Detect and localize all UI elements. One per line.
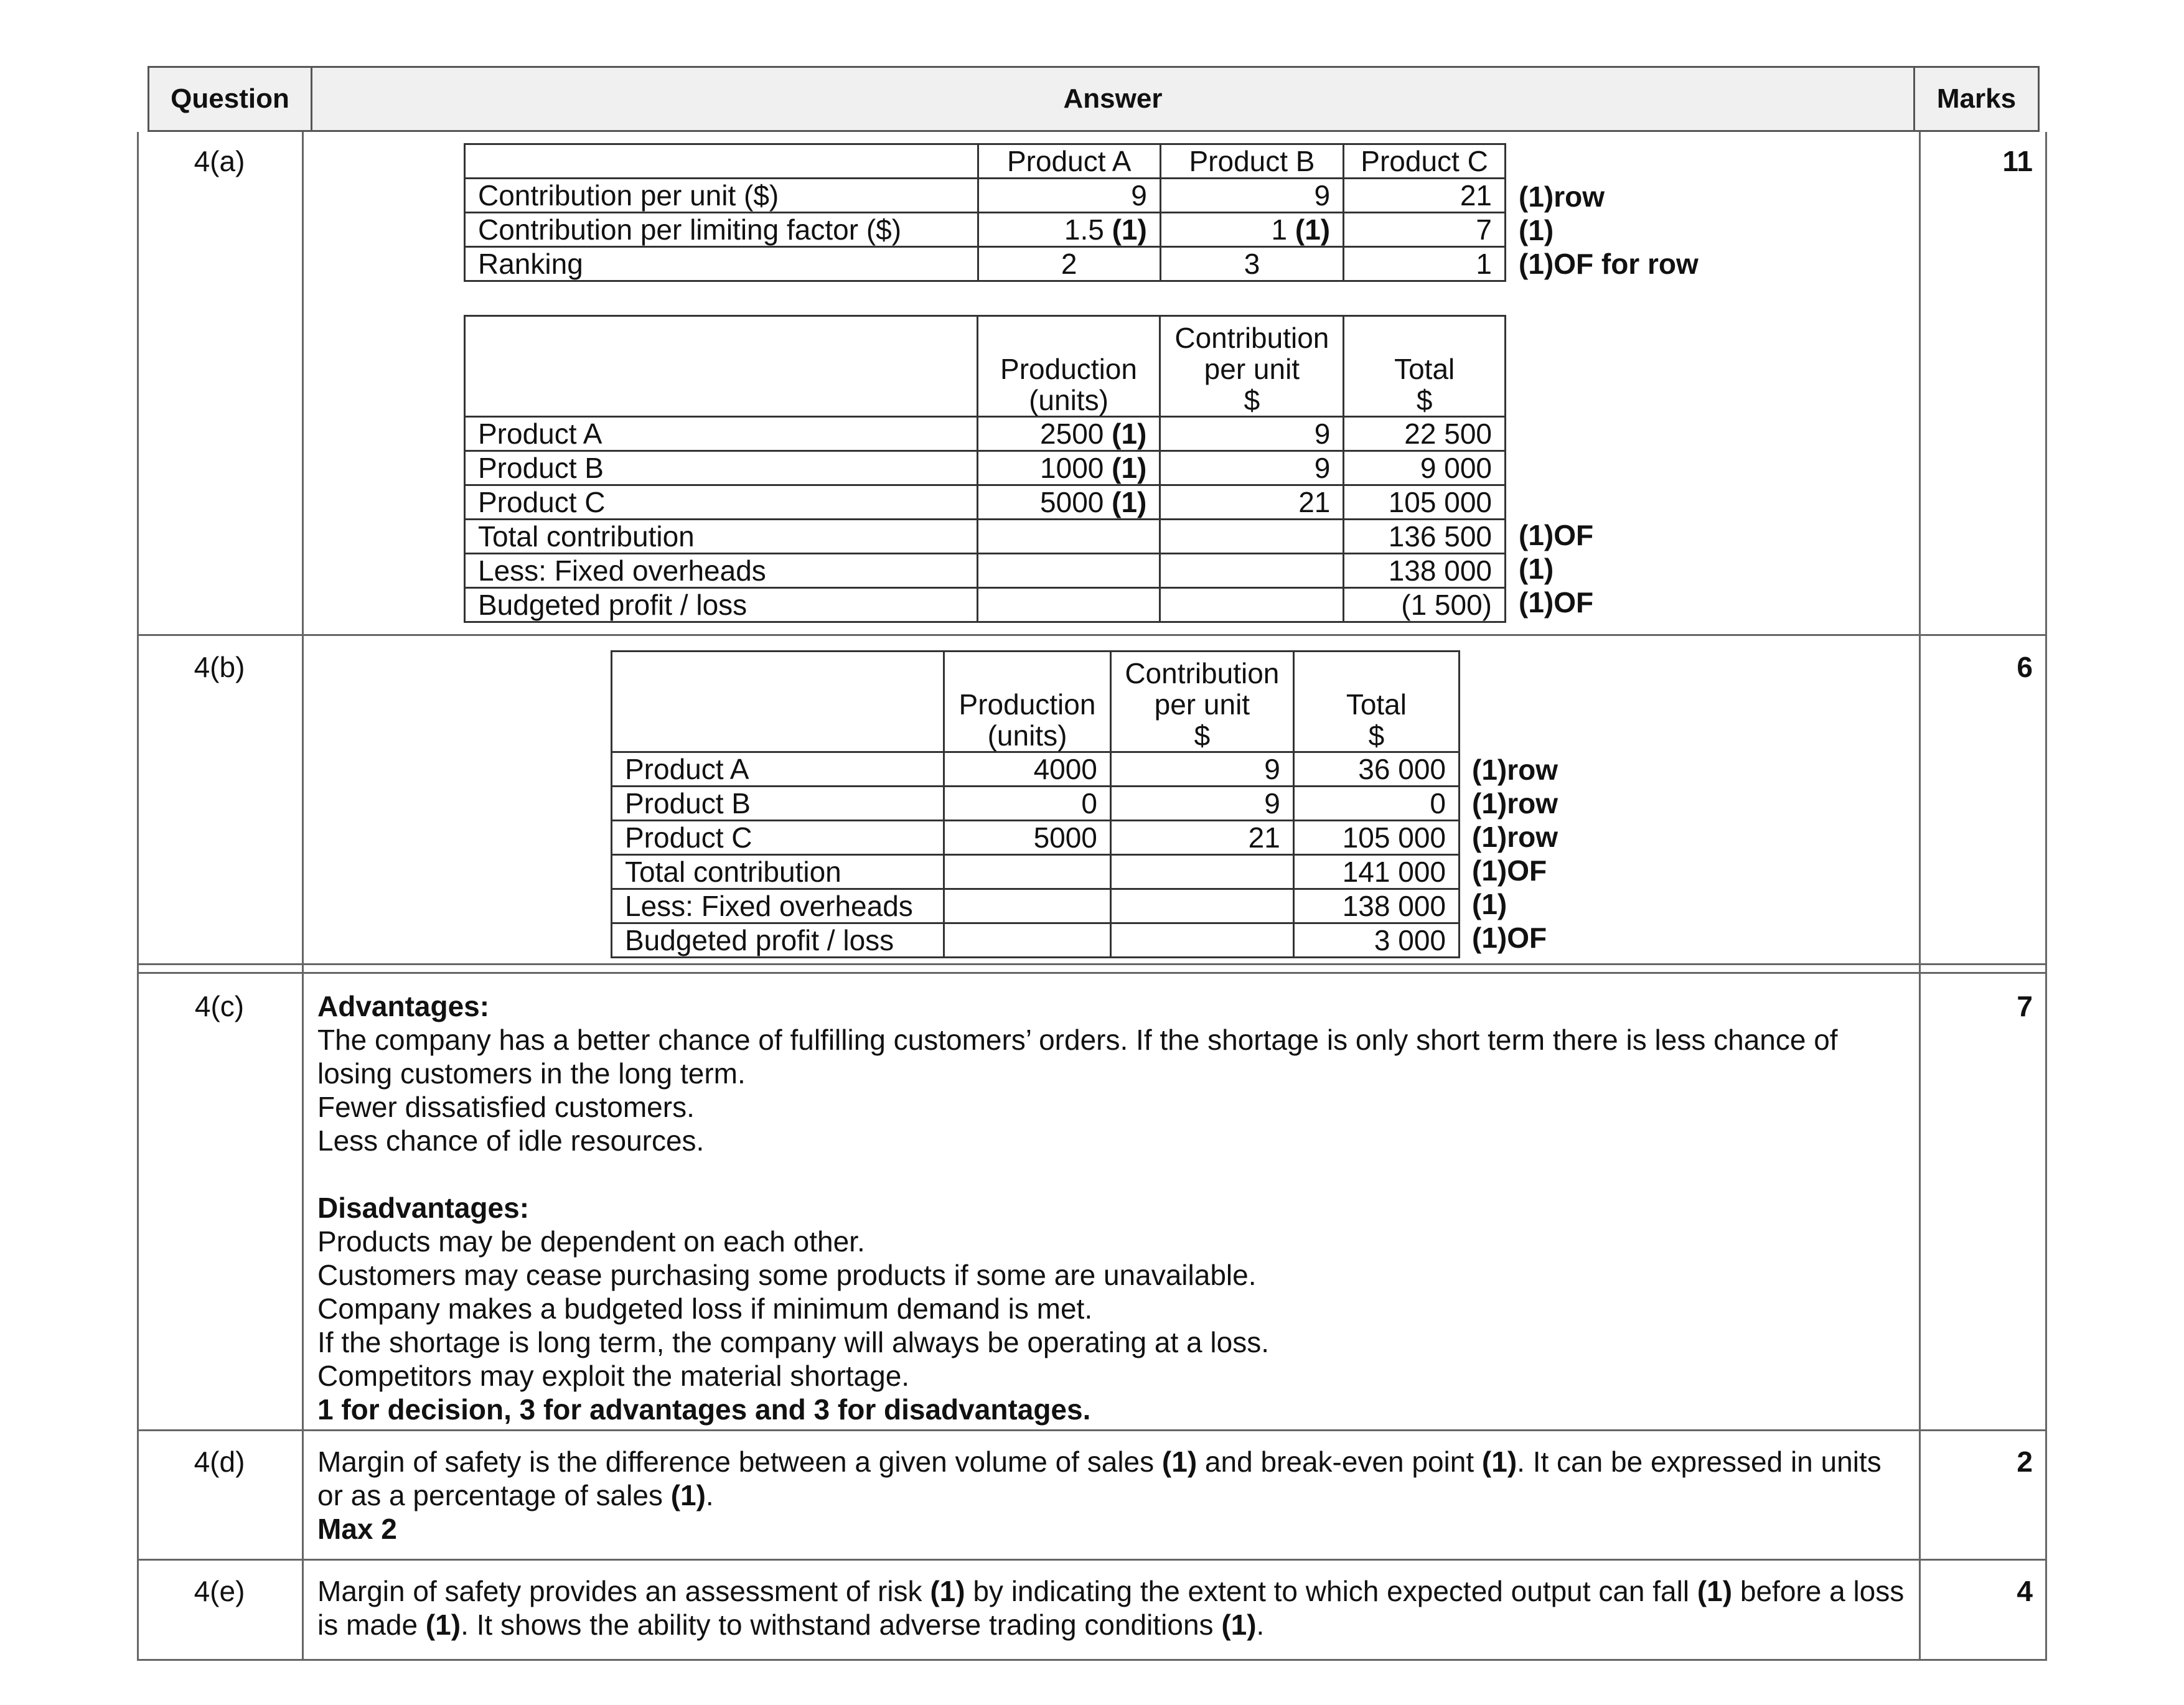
question-number-4e: 4(e) <box>194 1575 245 1607</box>
mark-note: (1) <box>1519 214 1554 246</box>
list-item: Competitors may exploit the material shortage. <box>317 1360 910 1392</box>
marks-4a: 11 <box>2002 145 2033 177</box>
list-item: Less chance of idle resources. <box>317 1124 705 1157</box>
max-marks: Max 2 <box>317 1513 397 1545</box>
mark-note: (1)OF <box>1519 519 1594 551</box>
table-row: Less: Fixed overheads 138 000 <box>612 889 1460 923</box>
frame-divider-marks <box>1919 132 1921 1661</box>
list-item: Customers may cease purchasing some products if some are unavailable. <box>317 1259 1257 1291</box>
row-divider-4a <box>137 634 2047 636</box>
answer-4d: Margin of safety is the difference between a given volume of sales (1) and break-even point (1). It can be expressed in units or as a percentage of sales (1). Max 2 <box>317 1446 1882 1545</box>
table-row: Product C 5000 (1) 21 105 000 <box>465 485 1506 520</box>
answer-4c <box>317 989 1911 1426</box>
marks-4e: 4 <box>2017 1575 2033 1607</box>
col-product-b: Product B <box>1160 144 1343 179</box>
mark-note: (1)row <box>1519 180 1605 213</box>
table-row: Budgeted profit / loss 3 000 <box>612 923 1460 958</box>
frame-bottom <box>137 1659 2047 1661</box>
marks-4b: 6 <box>2017 651 2033 683</box>
table-header-row <box>465 144 1506 179</box>
mark-note: (1)OF for row <box>1519 248 1699 280</box>
mark-note: (1)row <box>1472 754 1558 786</box>
header-question: Question <box>148 66 312 132</box>
table-row: Contribution per limiting factor ($) 1.5 (1) 1 (1) 7 <box>465 213 1506 247</box>
row-divider-4c <box>137 1429 2047 1431</box>
mark-note: (1) <box>1472 888 1507 920</box>
table-row: Contribution per unit ($) 9 9 21 <box>465 179 1506 213</box>
frame-left <box>137 132 139 1661</box>
row-divider-4d <box>137 1559 2047 1561</box>
frame-divider-question <box>302 132 304 1661</box>
row-divider-4b-b <box>137 972 2047 974</box>
mark-note: (1)OF <box>1519 586 1594 619</box>
table-row: Product B 1000 (1) 9 9 000 <box>465 451 1506 485</box>
budgeted-profit-table-4b <box>611 650 1460 958</box>
table-row: Less: Fixed overheads 138 000 <box>465 554 1506 588</box>
list-item: Company makes a budgeted loss if minimum demand is met. <box>317 1292 1093 1325</box>
disadvantages-heading: Disadvantages: <box>317 1192 530 1224</box>
col-product-c: Product C <box>1344 144 1506 179</box>
mark-note: (1) <box>1519 553 1554 585</box>
question-number-4c: 4(c) <box>194 990 245 1022</box>
contribution-ranking-table <box>464 143 1506 282</box>
budgeted-profit-table-4a <box>464 315 1506 623</box>
table-row: Product A 2500 (1) 9 22 500 <box>465 417 1506 451</box>
table-header-row: Production (units) Contribution per unit $ Total $ <box>612 652 1460 752</box>
mark-note: (1)OF <box>1472 854 1547 887</box>
list-item: Products may be dependent on each other. <box>317 1225 865 1258</box>
row-divider-4b-a <box>137 963 2047 965</box>
table-row: Product C 5000 21 105 000 <box>612 821 1460 855</box>
question-number-4d: 4(d) <box>194 1446 245 1478</box>
answer-4e: Margin of safety provides an assessment of risk (1) by indicating the extent to which expected output can fall (1) before a loss is made (1). It shows the ability to withstand adverse trading conditions (1). <box>317 1575 1905 1641</box>
col-product-a: Product A <box>978 144 1160 179</box>
header-answer: Answer <box>311 66 1915 132</box>
question-number-4b: 4(b) <box>194 651 245 683</box>
table-row: Budgeted profit / loss (1 500) <box>465 588 1506 622</box>
marks-4d: 2 <box>2017 1446 2033 1478</box>
question-number-4a: 4(a) <box>194 145 245 177</box>
table-row: Product B 0 9 0 <box>612 787 1460 821</box>
marks-4c: 7 <box>2017 990 2033 1022</box>
table-row: Total contribution 141 000 <box>612 855 1460 889</box>
list-item: Fewer dissatisfied customers. <box>317 1091 695 1123</box>
table-row: Ranking 2 3 1 <box>465 247 1506 281</box>
header-marks: Marks <box>1913 66 2040 132</box>
marking-summary: 1 for decision, 3 for advantages and 3 for disadvantages. <box>317 1393 1091 1426</box>
list-item: The company has a better chance of fulfilling customers’ orders. If the shortage is only short term there is less chance of losing customers in the long term. <box>317 1024 1838 1090</box>
table-row: Total contribution 136 500 <box>465 520 1506 554</box>
table-header-row: Production (units) Contribution per unit $ Total $ <box>465 316 1506 417</box>
mark-note: (1)row <box>1472 821 1558 853</box>
frame-right <box>2045 132 2047 1661</box>
advantages-heading: Advantages: <box>317 990 490 1022</box>
table-row: Product A 4000 9 36 000 <box>612 752 1460 787</box>
list-item: If the shortage is long term, the company will always be operating at a loss. <box>317 1326 1270 1358</box>
mark-note: (1)row <box>1472 787 1558 820</box>
mark-note: (1)OF <box>1472 922 1547 954</box>
